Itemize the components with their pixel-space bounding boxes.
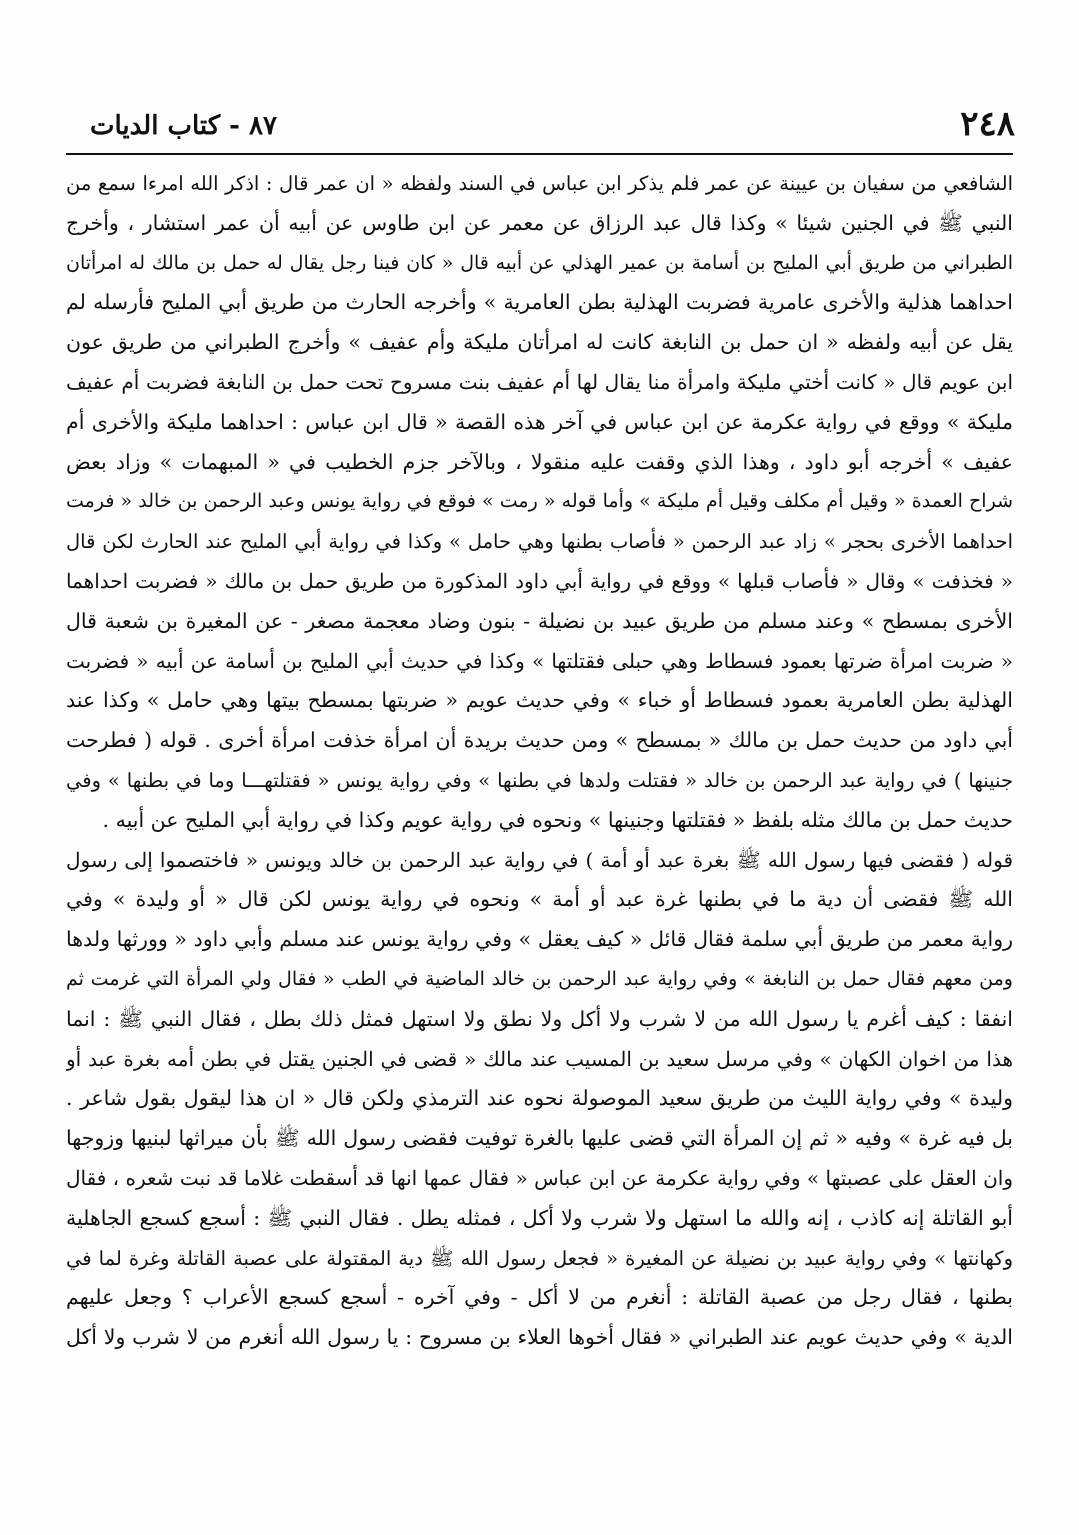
text-line: الدية » وفي حديث عويم عند الطبراني « فقال أخوها العلاء بن مسروح : يا رسول الله أنغرم من لا شرب ولا أكل <box>66 1325 1013 1350</box>
text-line: الله ﷺ فقضى أن دية ما في بطنها غرة عبد أو أمة » ونحوه في رواية يونس لكن قال « أو وليدة » وفي <box>66 887 1013 912</box>
text-line: هذا من اخوان الكهان » وفي مرسل سعيد بن المسيب عند مالك « قضى في الجنين يقتل في بطن أمه بغرة عبد أو <box>66 1046 1013 1071</box>
text-line: وليدة » وفي رواية الليث من طريق سعيد الموصولة نحوه عند الترمذي ولكن قال « ان هذا ليقول بقول شاعر . <box>66 1086 1013 1111</box>
text-line: شراح العمدة « وقيل أم مكلف وقيل أم مليكة » وأما قوله « رمت » فوقع في رواية يونس وعبد الرحمن بن خالد « فرمت <box>66 490 1013 513</box>
text-line: جنينها ) في رواية عبد الرحمن بن خالد « فقتلت ولدها في بطنها » وفي رواية يونس « فقتلتهـــا وما في بطنها » وفي <box>66 768 1013 792</box>
text-line: عفيف » أخرجه أبو داود ، وهذا الذي وقفت عليه منقولا ، وبالآخر جزم الخطيب في « المبهمات » وزاد بعض <box>66 449 1013 474</box>
text-line: الأخرى بمسطح » وعند مسلم من طريق عبيد بن نضيلة - بنون وضاد معجمة مصغر - عن المغيرة بن شعبة قال <box>66 608 1013 633</box>
text-line: احداهما هذلية والأخرى عامرية فضربت الهذلية بطن العامرية » وأخرجه الحارث من طريق أبي المليح فأرسله لم <box>66 290 1013 315</box>
text-line: بل فيه غرة » وفيه « ثم إن المرأة التي قضى عليها بالغرة توفيت فقضى رسول الله ﷺ بأن ميراثها لبنيها وزوجها <box>66 1126 1013 1151</box>
text-line: « فخذفت » وقال « فأصاب قبلها » ووقع في رواية أبي داود المذكورة من طريق حمل بن مالك « فضربت احداهما <box>66 568 1013 593</box>
body-text <box>66 164 1013 1358</box>
text-line: الطبراني من طريق أبي المليح بن أسامة بن عمير الهذلي عن أبيه قال « كان فينا رجل يقال له حمل بن مالك له امرأتان <box>66 251 1013 274</box>
text-line: أبي داود من حديث حمل بن مالك « بمسطح » ومن حديث بريدة أن امرأة خذفت امرأة أخرى . قوله ( فطرحت <box>66 728 1013 753</box>
text-line: بطنها ، فقال رجل من عصبة القاتلة : أنغرم من لا أكل - وفي آخره - أسجع كسجع الأعراب ؟ وجعل عليهم <box>66 1285 1013 1310</box>
text-line: النبي ﷺ في الجنين شيئا » وكذا قال عبد الرزاق عن معمر عن ابن طاوس عن أبيه أن عمر استشار ، وأخرج <box>66 210 1013 235</box>
text-line: « ضربت امرأة ضرتها بعمود فسطاط وهي حبلى فقتلتها » وكذا في حديث أبي المليح بن أسامة عن أبيه « فضربت <box>66 648 1013 673</box>
text-line: أبو القاتلة إنه كاذب ، إنه والله ما استهل ولا شرب ولا أكل ، فمثله يطل . فقال النبي ﷺ : أسجع كسجع الجاهلية <box>66 1205 1013 1230</box>
text-line: رواية معمر من طريق أبي سلمة فقال قائل « كيف يعقل » وفي رواية يونس عند مسلم وأبي داود « وورثها ولدها <box>66 927 1013 952</box>
header-rule <box>66 153 1013 155</box>
text-line: احداهما الأخرى بحجر » زاد عبد الرحمن « فأصاب بطنها وهي حامل » وكذا في رواية أبي المليح عند الحارث لكن قال <box>66 530 1013 554</box>
page-number: ٢٤٨ <box>960 104 1015 144</box>
text-line: قوله ( فقضى فيها رسول الله ﷺ بغرة عبد أو أمة ) في رواية عبد الرحمن بن خالد ويونس « فاختصموا إلى رسول <box>66 847 1013 872</box>
text-line: وان العقل على عصبتها » وفي رواية عكرمة عن ابن عباس « فقال عمها انها قد أسقطت غلاما قد نبت شعره ، فقال <box>66 1165 1013 1190</box>
page-header <box>66 100 1015 152</box>
text-line: الهذلية بطن العامرية بعمود فسطاط أو خباء » وفي حديث عويم « ضربتها بمسطح بيتها وهي حامل » وكذا عند <box>66 688 1013 713</box>
text-line: وكهانتها » وفي رواية عبيد بن نضيلة عن المغيرة « فجعل رسول الله ﷺ دية المقتولة على عصبة القاتلة وغرة لما في <box>66 1246 1013 1270</box>
text-line: حديث حمل بن مالك مثله بلفظ « فقتلتها وجنينها » ونحوه في رواية عويم وكذا في رواية أبي المليح عن أبيه . <box>102 807 1013 832</box>
text-line: ومن معهم فقال حمل بن النابغة » وفي رواية عبد الرحمن بن خالد الماضية في الطب « فقال ولي المرأة التي غرمت ثم <box>66 967 1013 990</box>
text-line: يقل عن أبيه ولفظه « ان حمل بن النابغة كانت له امرأتان مليكة وأم عفيف » وأخرج الطبراني من طريق عون <box>66 330 1013 355</box>
text-line: ابن عويم قال « كانت أختي مليكة وامرأة منا يقال لها أم عفيف بنت مسروح تحت حمل بن النابغة فضربت أم عفيف <box>66 369 1013 394</box>
text-line: الشافعي من سفيان بن عيينة عن عمر فلم يذكر ابن عباس في السند ولفظه « ان عمر قال : اذكر الله امرءا سمع من <box>66 172 1013 195</box>
running-title: ٨٧ - كتاب الديات <box>90 111 277 141</box>
text-line: انفقا : كيف أغرم يا رسول الله من لا شرب ولا أكل ولا نطق ولا استهل فمثل ذلك بطل ، فقال النبي ﷺ : انما <box>66 1006 1013 1031</box>
text-line: مليكة » ووقع في رواية عكرمة عن ابن عباس في آخر هذه القصة « قال ابن عباس : احداهما مليكة والأخرى أم <box>66 409 1013 434</box>
